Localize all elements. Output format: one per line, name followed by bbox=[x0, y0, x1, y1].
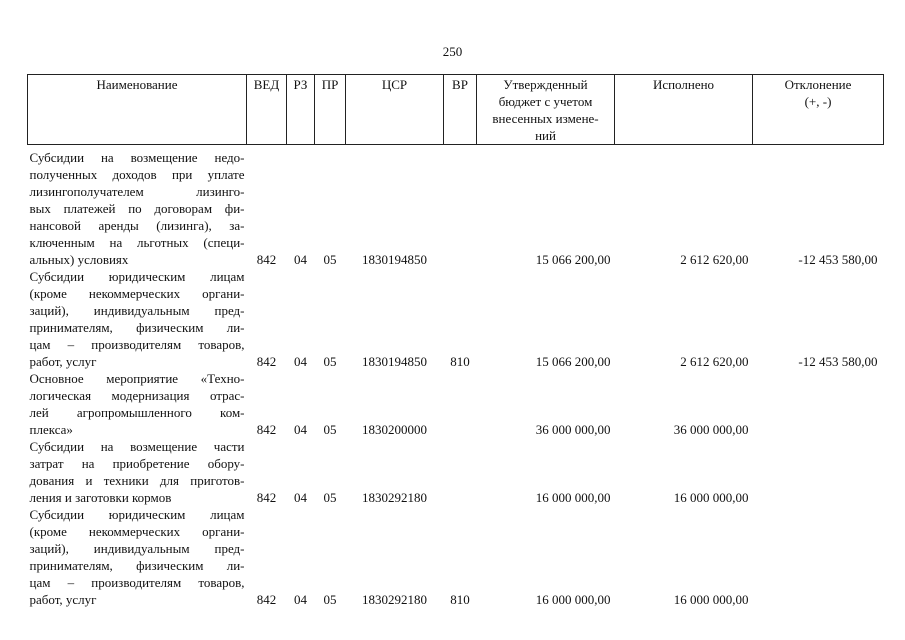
cell-rz: 04 bbox=[294, 422, 307, 437]
cell-approved-budget: 15 066 200,00 bbox=[535, 252, 611, 267]
cell-name-line: логическая модернизация отрас- bbox=[29, 388, 245, 403]
cell-executed: 16 000 000,00 bbox=[673, 490, 749, 505]
cell-name-line: альных) условиях bbox=[29, 252, 129, 267]
cell-approved-budget: 16 000 000,00 bbox=[535, 592, 611, 607]
header-name: Наименование bbox=[28, 75, 247, 145]
cell-ved: 842 bbox=[256, 252, 277, 267]
cell-name-line: ления и заготовки кормов bbox=[29, 490, 172, 505]
cell-csr: 1830194850 bbox=[362, 354, 427, 369]
cell-name-line: принимателям, физическим ли- bbox=[29, 320, 245, 335]
header-approved-budget bbox=[477, 75, 615, 145]
table-row bbox=[28, 370, 884, 438]
cell-csr: 1830200000 bbox=[362, 422, 427, 437]
cell-name-line: нансовой аренды (лизинга), за- bbox=[29, 218, 245, 233]
cell-pr: 05 bbox=[323, 592, 337, 607]
cell-name-line: Субсидии на возмещение недо- bbox=[29, 150, 245, 165]
cell-deviation: -12 453 580,00 bbox=[798, 252, 878, 267]
cell-executed: 2 612 620,00 bbox=[680, 354, 749, 369]
cell-pr: 05 bbox=[323, 354, 337, 369]
cell-pr: 05 bbox=[323, 422, 337, 437]
header-pr: ПР bbox=[315, 75, 346, 145]
cell-name-line: Субсидии юридическим лицам bbox=[29, 269, 245, 284]
cell-name-line: принимателям, физическим ли- bbox=[29, 558, 245, 573]
cell-csr: 1830292180 bbox=[362, 592, 427, 607]
table-row bbox=[28, 506, 884, 608]
cell-name-line: полученных доходов при уплате bbox=[29, 167, 245, 182]
page-number: 250 bbox=[442, 44, 463, 59]
table-row bbox=[28, 438, 884, 506]
header-approved-line: внесенных измене- bbox=[492, 111, 599, 126]
table-row bbox=[28, 145, 884, 269]
cell-approved-budget: 15 066 200,00 bbox=[535, 354, 611, 369]
cell-name-line: заций), индивидуальным пред- bbox=[29, 303, 245, 318]
cell-name-line: Субсидии на возмещение части bbox=[29, 439, 245, 454]
cell-approved-budget: 36 000 000,00 bbox=[535, 422, 611, 437]
cell-name-line: затрат на приобретение обору- bbox=[29, 456, 245, 471]
cell-name bbox=[28, 438, 247, 506]
header-deviation-line: (+, -) bbox=[804, 94, 832, 109]
table-header bbox=[28, 75, 884, 145]
cell-deviation bbox=[753, 370, 884, 438]
cell-name-line: заций), индивидуальным пред- bbox=[29, 541, 245, 556]
cell-ved: 842 bbox=[256, 422, 277, 437]
cell-name-line: вых платежей по договорам фи- bbox=[29, 201, 245, 216]
cell-name-line: (кроме некоммерческих органи- bbox=[29, 286, 245, 301]
cell-name-line: цам – производителям товаров, bbox=[29, 337, 245, 352]
header-csr: ЦСР bbox=[346, 75, 444, 145]
header-executed: Исполнено bbox=[615, 75, 753, 145]
cell-pr: 05 bbox=[323, 490, 337, 505]
cell-deviation bbox=[753, 438, 884, 506]
cell-executed: 36 000 000,00 bbox=[673, 422, 749, 437]
cell-vr: 810 bbox=[450, 354, 470, 369]
cell-name-line: цам – производителям товаров, bbox=[29, 575, 245, 590]
cell-name bbox=[28, 145, 247, 269]
cell-csr: 1830292180 bbox=[362, 490, 427, 505]
cell-csr: 1830194850 bbox=[362, 252, 427, 267]
cell-ved: 842 bbox=[256, 592, 277, 607]
header-approved-line: Утвержденный bbox=[503, 77, 588, 92]
cell-pr: 05 bbox=[323, 252, 337, 267]
cell-rz: 04 bbox=[294, 252, 307, 267]
cell-name-line: Субсидии юридическим лицам bbox=[29, 507, 245, 522]
header-deviation-line: Отклонение bbox=[784, 77, 852, 92]
cell-ved: 842 bbox=[256, 490, 277, 505]
cell-name-line: (кроме некоммерческих органи- bbox=[29, 524, 245, 539]
cell-name bbox=[28, 370, 247, 438]
cell-executed: 2 612 620,00 bbox=[680, 252, 749, 267]
cell-name-line: ключенным на льготных (специ- bbox=[29, 235, 245, 250]
cell-name-line: лей агропромышленного ком- bbox=[29, 405, 245, 420]
cell-name-line: работ, услуг bbox=[29, 592, 97, 607]
cell-approved-budget: 16 000 000,00 bbox=[535, 490, 611, 505]
cell-name-line: плекса» bbox=[29, 422, 73, 437]
budget-execution-table bbox=[27, 74, 884, 608]
header-deviation bbox=[753, 75, 884, 145]
cell-deviation bbox=[753, 506, 884, 608]
header-approved-line: бюджет с учетом bbox=[498, 94, 593, 109]
table-body bbox=[28, 145, 884, 609]
cell-executed: 16 000 000,00 bbox=[673, 592, 749, 607]
cell-vr bbox=[444, 370, 477, 438]
cell-name-line: дования и техники для приготов- bbox=[29, 473, 245, 488]
cell-name bbox=[28, 506, 247, 608]
cell-rz: 04 bbox=[294, 354, 307, 369]
cell-name-line: лизингополучателем лизинго- bbox=[29, 184, 245, 199]
cell-rz: 04 bbox=[294, 490, 307, 505]
cell-name bbox=[28, 268, 247, 370]
cell-vr bbox=[444, 145, 477, 269]
cell-vr bbox=[444, 438, 477, 506]
header-vr: ВР bbox=[444, 75, 477, 145]
cell-name-line: работ, услуг bbox=[29, 354, 97, 369]
cell-deviation: -12 453 580,00 bbox=[798, 354, 878, 369]
header-approved-line: ний bbox=[535, 128, 556, 143]
header-ved: ВЕД bbox=[247, 75, 287, 145]
cell-vr: 810 bbox=[450, 592, 470, 607]
cell-name-line: Основное мероприятие «Техно- bbox=[29, 371, 245, 386]
cell-rz: 04 bbox=[294, 592, 307, 607]
table-row bbox=[28, 268, 884, 370]
header-rz: РЗ bbox=[287, 75, 315, 145]
cell-ved: 842 bbox=[256, 354, 277, 369]
